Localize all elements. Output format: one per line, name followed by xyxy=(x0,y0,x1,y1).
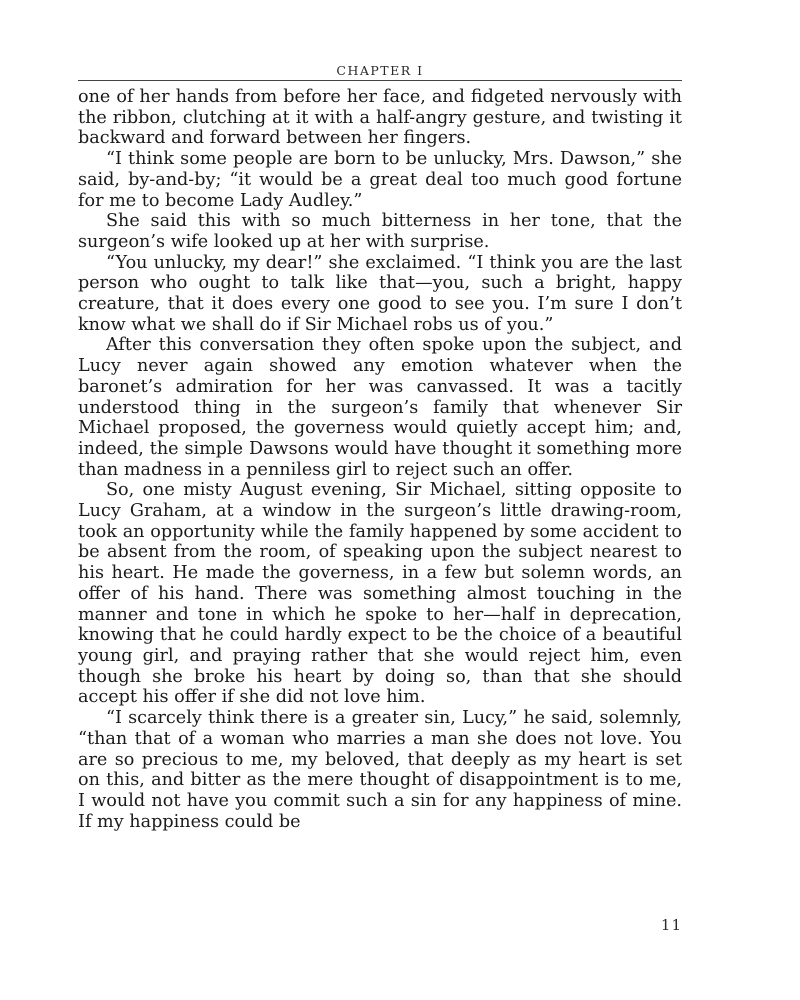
page-number: 11 xyxy=(660,916,682,934)
paragraph: “I think some people are born to be unlucky, Mrs. Dawson,” she said, by-and-by; “it would be a great deal too much good fortune for me to become Lady Audley.” xyxy=(78,149,682,211)
running-head: CHAPTER I xyxy=(336,63,424,78)
header-rule xyxy=(78,80,682,81)
paragraph: So, one misty August evening, Sir Michael, sitting opposite to Lucy Graham, at a window in the surgeon’s little drawing-room, took an opportunity while the family happened by some accident to be absent from the room, of speaking upon the subject nearest to his heart. He made the governess, in a few but solemn words, an offer of his hand. There was something almost touching in the manner and tone in which he spoke to her—half in deprecation, knowing that he could hardly expect to be the choice of a beautiful young girl, and praying rather that she would reject him, even though she broke his heart by doing so, than that she should accept his offer if she did not love him. xyxy=(78,480,682,708)
book-page xyxy=(78,62,682,832)
paragraph: “I scarcely think there is a greater sin, Lucy,” he said, solemnly, “than that of a woman who marries a man she does not love. You are so precious to me, my beloved, that deeply as my heart is set on this, and bitter as the mere thought of disappointment is to me, I would not have you commit such a sin for any happiness of mine. If my happiness could be xyxy=(78,708,682,832)
paragraph: one of her hands from before her face, and fidgeted nervously with the ribbon, clutching at it with a half-angry gesture, and twisting it backward and forward between her fingers. xyxy=(78,87,682,149)
paragraph: She said this with so much bitterness in her tone, that the surgeon’s wife looked up at her with surprise. xyxy=(78,211,682,252)
paragraph: “You unlucky, my dear!” she exclaimed. “I think you are the last person who ought to talk like that—you, such a bright, happy creature, that it does every one good to see you. I’m sure I don’t know what we shall do if Sir Michael robs us of you.” xyxy=(78,252,682,335)
paragraph: After this conversation they often spoke upon the subject, and Lucy never again showed any emotion whatever when the baronet’s admiration for her was canvassed. It was a tacitly understood thing in the surgeon’s family that whenever Sir Michael proposed, the governess would quietly accept him; and, indeed, the simple Dawsons would have thought it something more than madness in a penniless girl to reject such an offer. xyxy=(78,335,682,480)
body-text xyxy=(78,87,682,832)
